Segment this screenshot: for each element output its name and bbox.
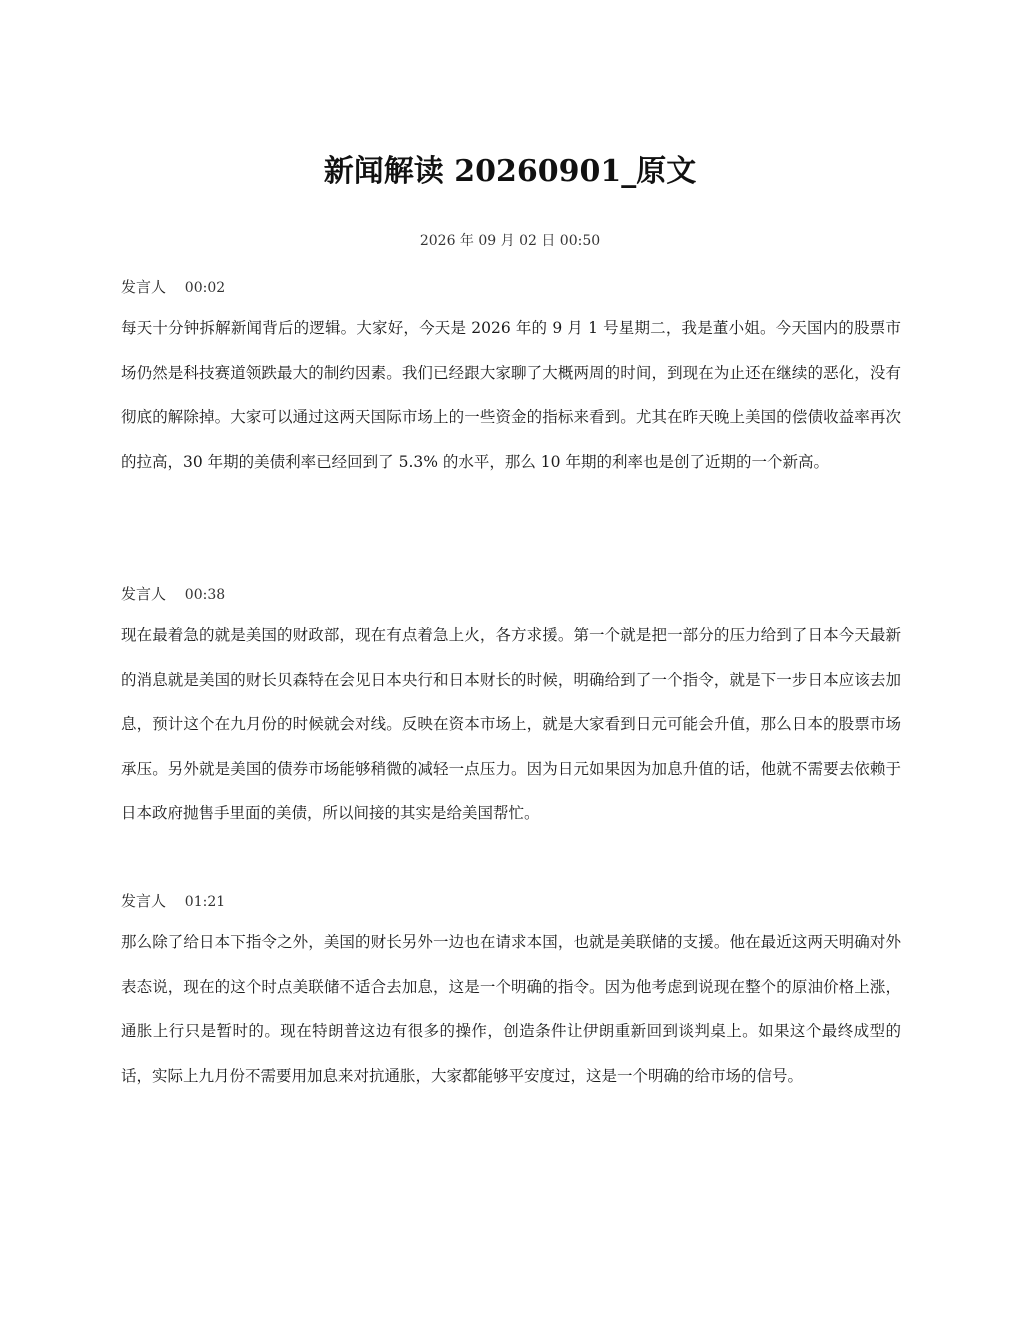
speaker-name: 发言人 — [121, 892, 167, 910]
timestamp: 00:38 — [184, 587, 226, 603]
timestamp: 00:02 — [184, 280, 226, 296]
speaker-line — [121, 276, 901, 299]
timestamp: 01:21 — [184, 894, 226, 910]
speaker-name: 发言人 — [121, 278, 167, 296]
transcript-paragraph: 那么除了给日本下指令之外，美国的财长另外一边也在请求本国，也就是美联储的支援。他在最近这两天明确对外表态说，现在的这个时点美联储不适合去加息，这是一个明确的指令。因为他考虑到说现在整个的原油价格上涨，通胀上行只是暂时的。现在特朗普这边有很多的操作，创造条件让伊朗重新回到谈判桌上。如果这个最终成型的话，实际上九月份不需要用加息来对抗通胀，大家都能够平安度过，这是一个明确的给市场的信号。 — [121, 933, 901, 1085]
speaker-name: 发言人 — [121, 585, 167, 603]
speaker-line — [121, 890, 901, 913]
transcript-section — [121, 890, 901, 1098]
page-title: 新闻解读 20260901_原文 — [323, 154, 697, 189]
speaker-line — [121, 583, 901, 606]
document-date: 2026 年 09 月 02 日 00:50 — [419, 233, 601, 249]
transcript-section — [121, 583, 901, 836]
transcript-section — [121, 276, 901, 484]
transcript-paragraph: 每天十分钟拆解新闻背后的逻辑。大家好，今天是 2026 年的 9 月 1 号星期二，我是董小姐。今天国内的股票市场仍然是科技赛道领跌最大的制约因素。我们已经跟大家聊了大概两周的时间，到现在为止还在继续的恶化，没有彻底的解除掉。大家可以通过这两天国际市场上的一些资金的指标来看到。尤其在昨天晚上美国的偿债收益率再次的拉高，30 年期的美债利率已经回到了 5.3% 的水平，那么 10 年期的利率也是创了近期的一个新高。 — [121, 319, 901, 471]
transcript-paragraph: 现在最着急的就是美国的财政部，现在有点着急上火，各方求援。第一个就是把一部分的压力给到了日本今天最新的消息就是美国的财长贝森特在会见日本央行和日本财长的时候，明确给到了一个指令，就是下一步日本应该去加息，预计这个在九月份的时候就会对线。反映在资本市场上，就是大家看到日元可能会升值，那么日本的股票市场承压。另外就是美国的债券市场能够稍微的减轻一点压力。因为日元如果因为加息升值的话，他就不需要去依赖于日本政府抛售手里面的美债，所以间接的其实是给美国帮忙。 — [121, 626, 901, 822]
